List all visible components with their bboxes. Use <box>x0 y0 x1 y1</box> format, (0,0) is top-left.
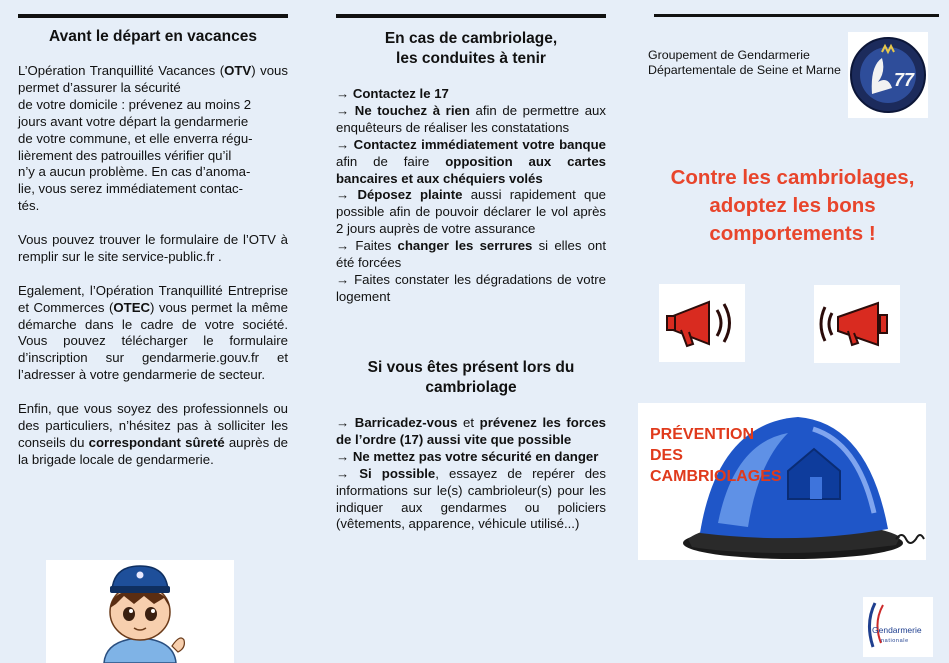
megaphone-image-left <box>659 284 745 362</box>
burglary-instructions <box>336 86 606 306</box>
poster-title-line3: CAMBRIOLAGES <box>650 468 782 485</box>
column-middle <box>312 0 630 663</box>
item-no-danger: → Ne mettez pas votre sécurité en danger <box>336 448 599 464</box>
item-file-complaint: → Déposez plainte aussi rapidement que possible afin de pouvoir déclarer le vol après 2 jours auprès de votre assurance <box>336 187 607 237</box>
mascot-illustration <box>46 560 234 663</box>
item-barricade: → Barricadez-vous et prévenez les forces de l’ordre (17) aussi vite que possible <box>336 415 607 447</box>
poster-title-line1: PRÉVENTION <box>650 426 755 443</box>
siren-illustration <box>638 403 926 560</box>
item-call-17: → Contactez le 17 <box>336 86 449 101</box>
paragraph-correspondent: Enfin, que vous soyez des professionnels ou des particuliers, n’hésitez pas à solliciter les conseils du correspondant sûreté auprès de la brigade locale de gendarmerie. <box>18 401 288 467</box>
item-contact-bank: → Contactez immédiatement votre banque afin de faire opposition aux cartes bancaires et aux chéquiers volés <box>336 136 606 186</box>
logo-line2: nationale <box>881 638 909 644</box>
megaphone-image-right <box>814 285 900 363</box>
gendarmerie-nationale-logo <box>863 597 933 657</box>
top-rule <box>654 14 939 17</box>
item-identify: → Si possible, essayez de repérer des informations sur le(s) cambrioleur(s) pour les indiquer aux gendarmes ou policiers (vêtements, apparence, véhicule utilisé...) <box>336 465 606 532</box>
otv-line: L’Opération Tranquillité Vacances (OTV) vous permet d’assurer la sécurité <box>18 63 288 95</box>
organization-name: Groupement de Gendarmerie Départementale de Seine et Marne <box>648 48 841 78</box>
heading-present-during-burglary: Si vous êtes présent lors du cambriolage <box>367 359 575 396</box>
present-instructions <box>336 415 606 533</box>
paragraph-otec: Egalement, l’Opération Tranquillité Entreprise et Commerces (OTEC) vous permet la même démarche dans le cadre de votre société. Vous pouvez télécharger le formulaire d’inscription sur gendarmerie.gouv.fr et l’adresser à votre gendarmerie de secteur. <box>18 282 289 383</box>
item-dont-touch: → Ne touchez à rien afin de permettre aux enquêteurs de réaliser les constatations <box>336 102 606 135</box>
poster-title-line2: DES <box>650 447 683 464</box>
otv-text <box>18 63 288 486</box>
top-rule <box>336 14 606 18</box>
gendarmerie-logo-icon <box>863 597 933 657</box>
prevention-poster <box>638 403 926 560</box>
seal-number: 77 <box>894 70 915 90</box>
megaphone-icon <box>659 284 745 362</box>
column-right <box>630 0 949 663</box>
gendarmerie-seal <box>848 32 928 118</box>
heading-burglary-conduct: En cas de cambriolage, les conduites à tenir <box>384 30 558 67</box>
logo-line1: Gendarmerie <box>872 625 922 635</box>
top-rule <box>18 14 288 18</box>
seal-emblem-icon <box>848 32 928 118</box>
gendarme-mascot-image <box>46 560 234 663</box>
item-change-locks: → Faites changer les serrures si elles ont été forcées <box>336 238 606 271</box>
slogan: Contre les cambriolages, adoptez les bons comportements ! <box>670 166 915 245</box>
column-left <box>0 0 312 663</box>
paragraph-form: Vous pouvez trouver le formulaire de l’OTV à remplir sur le site service-public.fr . <box>18 232 288 264</box>
heading-before-departure: Avant le départ en vacances <box>49 28 257 45</box>
paragraph-otv: L’Opération Tranquillité Vacances (OTV) vous permet d’assurer la sécurité de votre domicile : prévenez au moins 2 jours avant votre départ la gendarmerie de votre commune, et elle enverra régu- lièrement des patrouilles vérifier qu’il n’y a aucun problème. En cas d’anoma- lie, vous serez immédiatement contac- tés. <box>18 63 288 214</box>
megaphone-sound-icon <box>814 285 900 363</box>
item-damage-report: → Faites constater les dégradations de votre logement <box>336 271 606 304</box>
